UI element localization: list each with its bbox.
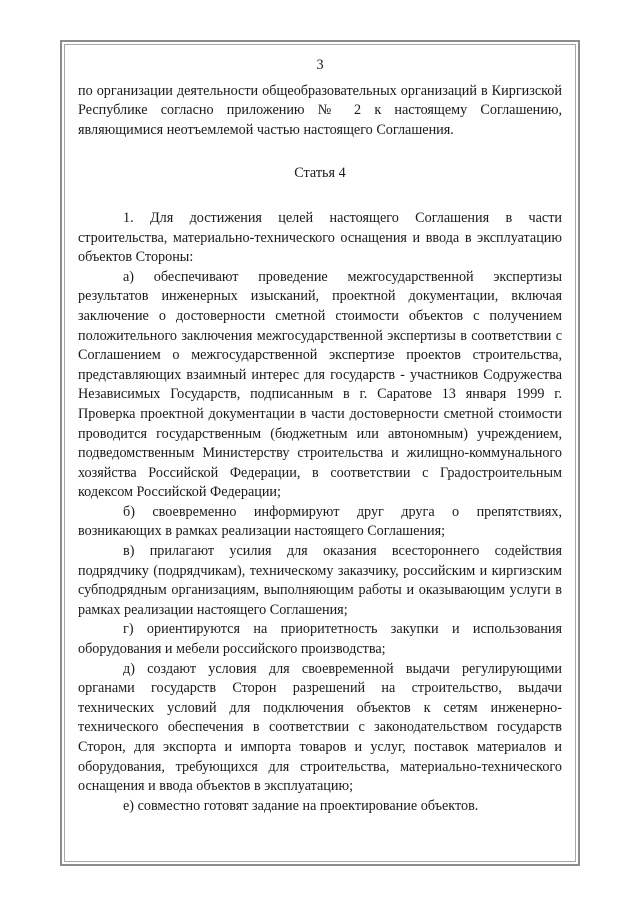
document-body — [78, 56, 562, 816]
page-number: 3 — [316, 57, 324, 73]
subclause-e: е) совместно готовят задание на проектирование объектов. — [123, 797, 479, 814]
intro-paragraph: по организации деятельности общеобразовательных организаций в Киргизской Республике согласно приложению № 2 к настоящему Соглашению, являющимися неотъемлемой частью настоящего Соглашения. — [78, 82, 562, 138]
subclause-g: г) ориентируются на приоритетность закупки и использования оборудования и мебели российского производства; — [78, 621, 562, 658]
subclause-b: б) своевременно информируют друг друга о препятствиях, возникающих в рамках реализации настоящего Соглашения; — [78, 503, 562, 540]
article-heading: Статья 4 — [294, 165, 346, 182]
subclause-d: д) создают условия для своевременной выдачи регулирующими органами государств Сторон разрешений на строительство, выдачи технических условий для подключения объектов к сетям инженерно-технического обеспечения в соответствии с законодательством государств Сторон, для экспорта и импорта товаров и услуг, поставок материалов и оборудования, требующихся для строительства, материально-технического оснащения и ввода объектов в эксплуатацию; — [78, 660, 562, 795]
subclause-v: в) прилагают усилия для оказания всестороннего содействия подрядчику (подрядчикам), техническому заказчику, российским и киргизским субподрядным организациям, выполняющим работы и оказывающим услуги в рамках реализации настоящего Соглашения; — [78, 543, 562, 618]
clause-1: 1. Для достижения целей настоящего Соглашения в части строительства, материально-технического оснащения и ввода в эксплуатацию объектов Стороны: — [78, 209, 562, 266]
subclause-a: а) обеспечивают проведение межгосударственной экспертизы результатов инженерных изысканий, проектной документации, включая заключение о достоверности сметной стоимости объектов с получением положительного заключения межгосударственной экспертизы в соответствии с Соглашением о межгосударственной экспертизе проектов строительства, представляющих взаимный интерес для государств - участников Содружества Независимых Государств, подписанным в г. Саратове 13 января 1999 г. Проверка проектной документации в части достоверности сметной стоимости проводится государственным (бюджетным или автономным) учреждением, подведомственным Министерству строительства и жилищно-коммунального хозяйства Российской Федерации, в соответствии с Градостроительным кодексом Российской Федерации; — [78, 268, 562, 501]
